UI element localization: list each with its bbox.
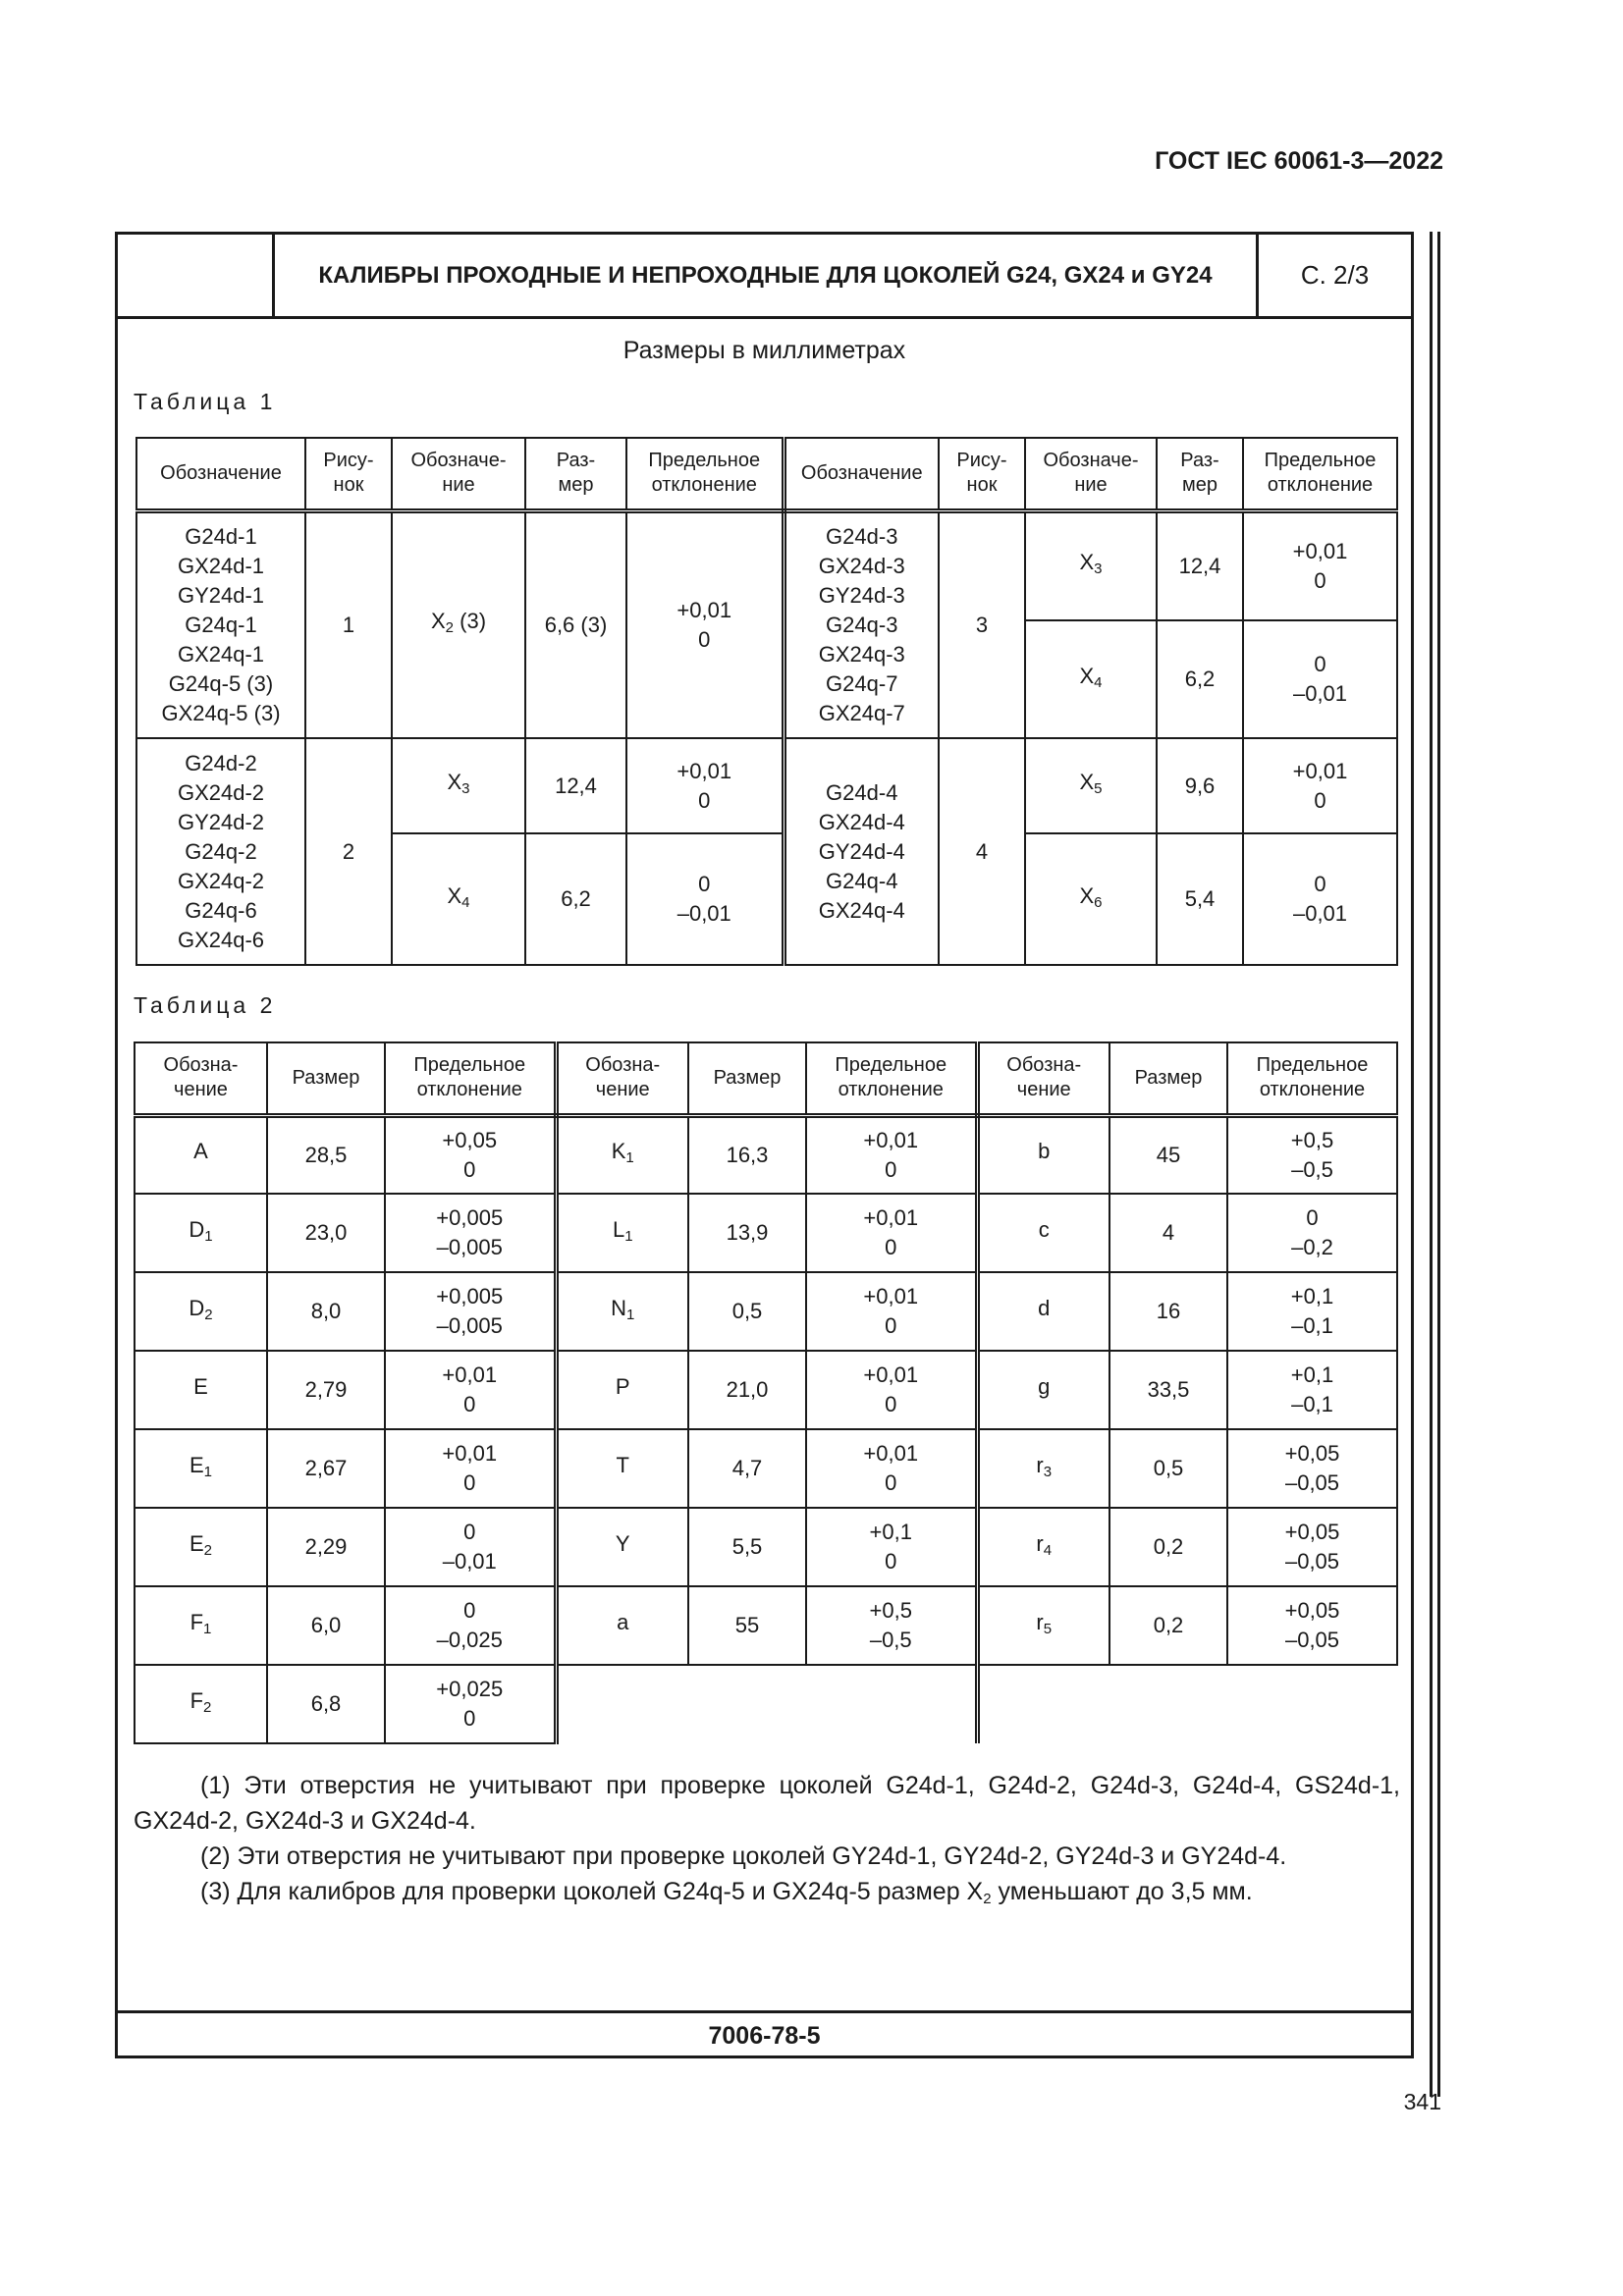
table-row	[135, 1272, 1397, 1351]
t2-header-tolerance: Предельное отклонение	[385, 1042, 556, 1115]
t2-symbol-cell: $F_1$	[135, 1586, 267, 1665]
t2-size-cell: 4,7	[688, 1429, 806, 1508]
t2-tolerance-cell: +0,1 0	[806, 1508, 977, 1586]
notes	[134, 1768, 1400, 1917]
t2-tolerance-cell: +0,01 0	[806, 1351, 977, 1429]
t2-symbol-cell: $E_1$	[135, 1429, 267, 1508]
t2-tolerance-cell: 0 –0,2	[1227, 1194, 1397, 1272]
t2-size-cell: 23,0	[267, 1194, 385, 1272]
t1-header-figure-2: Рису- нок	[939, 438, 1025, 510]
t1-header-designation-2: Обозначение	[784, 438, 939, 510]
units-note: Размеры в миллиметрах	[622, 337, 906, 364]
t2-symbol-cell: d	[977, 1272, 1109, 1351]
t2-size-cell: 5,5	[688, 1508, 806, 1586]
t2-size-cell: 4	[1109, 1194, 1227, 1272]
t2-symbol-cell: $N_1$	[556, 1272, 688, 1351]
t1-header-size-2: Раз- мер	[1157, 438, 1243, 510]
t1-symbol-cell: $X_3$	[392, 738, 525, 833]
t1-designations-g1: G24d-1 GX24d-1 GY24d-1 G24q-1 GX24q-1 G24q-5 (3) GX24q-5 (3)	[136, 510, 305, 738]
t2-symbol-cell: $D_1$	[135, 1194, 267, 1272]
t2-size-cell: 33,5	[1109, 1351, 1227, 1429]
t2-tolerance-cell: +0,5 –0,5	[1227, 1115, 1397, 1194]
t1-header-tolerance: Предельное отклонение	[626, 438, 784, 510]
t2-size-cell: 8,0	[267, 1272, 385, 1351]
t1-designations-g3: G24d-2 GX24d-2 GY24d-2 G24q-2 GX24q-2 G24q-6 GX24q-6	[136, 738, 305, 965]
t2-size-cell: 16,3	[688, 1115, 806, 1194]
drawing-number: 7006-78-5	[118, 2010, 1411, 2058]
sheet-title: КАЛИБРЫ ПРОХОДНЫЕ И НЕПРОХОДНЫЕ ДЛЯ ЦОКОЛЕЙ G24, GX24 и GY24	[275, 235, 1259, 316]
t2-symbol-cell: c	[977, 1194, 1109, 1272]
t2-symbol-cell: $L_1$	[556, 1194, 688, 1272]
t2-size-cell: 55	[688, 1586, 806, 1665]
t1-symbol-cell: $X_4$	[1025, 620, 1157, 738]
t1-symbol-cell: $X_2$ (3)	[392, 510, 525, 738]
t2-symbol-cell: $K_1$	[556, 1115, 688, 1194]
t2-size-cell: 28,5	[267, 1115, 385, 1194]
t1-tolerance-cell: 0 –0,01	[626, 833, 784, 965]
t1-tolerance-cell: +0,01 0	[1243, 510, 1397, 620]
t2-header-size-3: Размер	[1109, 1042, 1227, 1115]
t1-figure-g4: 4	[939, 738, 1025, 965]
table2	[134, 1041, 1398, 1744]
t2-tolerance-cell: +0,1 –0,1	[1227, 1351, 1397, 1429]
t2-symbol-cell: Y	[556, 1508, 688, 1586]
t2-tolerance-cell: +0,05 –0,05	[1227, 1586, 1397, 1665]
t2-symbol-cell: a	[556, 1586, 688, 1665]
t1-size-cell: 5,4	[1157, 833, 1243, 965]
t2-tolerance-cell: +0,5 –0,5	[806, 1586, 977, 1665]
t1-symbol-cell: $X_3$	[1025, 510, 1157, 620]
t2-symbol-cell: E	[135, 1351, 267, 1429]
t2-size-cell: 0,2	[1109, 1586, 1227, 1665]
t2-size-cell: 6,8	[267, 1665, 385, 1743]
t2-tolerance-cell: +0,01 0	[806, 1272, 977, 1351]
t1-size-cell: 6,2	[525, 833, 626, 965]
t2-tolerance-cell: +0,1 –0,1	[1227, 1272, 1397, 1351]
t2-symbol-cell: T	[556, 1429, 688, 1508]
t2-symbol-cell: A	[135, 1115, 267, 1194]
t2-tolerance-cell: 0 –0,01	[385, 1508, 556, 1586]
t1-designations-g2: G24d-3 GX24d-3 GY24d-3 G24q-3 GX24q-3 G24q-7 GX24q-7	[784, 510, 939, 738]
t2-header-symbol-3: Обозна- чение	[977, 1042, 1109, 1115]
t2-header-symbol: Обозна- чение	[135, 1042, 267, 1115]
t2-size-cell: 0,5	[688, 1272, 806, 1351]
t2-tolerance-cell: +0,005 –0,005	[385, 1272, 556, 1351]
t2-header-size-2: Размер	[688, 1042, 806, 1115]
t1-tolerance-cell: +0,01 0	[626, 738, 784, 833]
table-row	[135, 1194, 1397, 1272]
t2-size-cell: 2,29	[267, 1508, 385, 1586]
table1	[135, 437, 1398, 966]
table-row	[135, 1115, 1397, 1194]
t2-symbol-cell: b	[977, 1115, 1109, 1194]
note-3: (3) Для калибров для проверки цоколей G24q-5 и GX24q-5 размер $X_2$ уменьшают до 3,5 мм.	[200, 1878, 1253, 1907]
page-number: 341	[1403, 2089, 1441, 2114]
table-row	[135, 1665, 1397, 1743]
t1-header-symbol-2: Обозначе- ние	[1025, 438, 1157, 510]
table-row	[135, 1508, 1397, 1586]
t2-symbol-cell: g	[977, 1351, 1109, 1429]
t1-symbol-cell: $X_4$	[392, 833, 525, 965]
t1-size-cell: 12,4	[525, 738, 626, 833]
t1-size-cell: 6,6 (3)	[525, 510, 626, 738]
t2-header-size: Размер	[267, 1042, 385, 1115]
t2-size-cell: 13,9	[688, 1194, 806, 1272]
t1-symbol-cell: $X_6$	[1025, 833, 1157, 965]
t2-tolerance-cell: +0,025 0	[385, 1665, 556, 1743]
table2-caption: Таблица 2	[134, 992, 277, 1018]
t1-figure-g1: 1	[305, 510, 392, 738]
t2-size-cell: 0,5	[1109, 1429, 1227, 1508]
table-row	[135, 1429, 1397, 1508]
t1-size-cell: 6,2	[1157, 620, 1243, 738]
title-block-empty-cell	[118, 235, 275, 316]
t2-symbol-cell: $r_3$	[977, 1429, 1109, 1508]
t1-tolerance-cell: +0,01 0	[1243, 738, 1397, 833]
t2-symbol-cell: $r_4$	[977, 1508, 1109, 1586]
t2-size-cell: 2,79	[267, 1351, 385, 1429]
note-2: (2) Эти отверстия не учитывают при проверке цоколей GY24d-1, GY24d-2, GY24d-3 и GY24d-4.	[200, 1842, 1287, 1870]
t1-header-figure: Рису- нок	[305, 438, 392, 510]
t2-tolerance-cell: +0,01 0	[806, 1429, 977, 1508]
table1-header-row	[136, 438, 1397, 510]
title-block	[118, 235, 1411, 319]
t2-symbol-cell: $r_5$	[977, 1586, 1109, 1665]
t2-empty-cell	[977, 1665, 1397, 1743]
t2-symbol-cell: $E_2$	[135, 1508, 267, 1586]
t2-size-cell: 16	[1109, 1272, 1227, 1351]
table1-caption: Таблица 1	[134, 389, 277, 414]
t1-figure-g2: 3	[939, 510, 1025, 738]
t1-symbol-cell: $X_5$	[1025, 738, 1157, 833]
t2-header-tolerance-3: Предельное отклонение	[1227, 1042, 1397, 1115]
t2-header-symbol-2: Обозна- чение	[556, 1042, 688, 1115]
note-1: (1) Эти отверстия не учитывают при проверке цоколей G24d-1, G24d-2, G24d-3, G24d-4, GS24d-1, GX24d-2, GX24d-3 и GX24d-4.	[134, 1772, 1400, 1835]
t1-header-symbol: Обозначе- ние	[392, 438, 525, 510]
t1-header-tolerance-2: Предельное отклонение	[1243, 438, 1397, 510]
t2-size-cell: 0,2	[1109, 1508, 1227, 1586]
t2-tolerance-cell: +0,01 0	[385, 1429, 556, 1508]
frame-rule-outer-2	[1437, 232, 1440, 2097]
sheet-number: С. 2/3	[1300, 260, 1370, 290]
t2-tolerance-cell: +0,01 0	[385, 1351, 556, 1429]
document-header: ГОСТ IEC 60061-3—2022	[1155, 147, 1443, 175]
t1-figure-g3: 2	[305, 738, 392, 965]
t1-tolerance-cell: 0 –0,01	[1243, 833, 1397, 965]
t2-empty-cell	[556, 1665, 977, 1743]
t2-tolerance-cell: 0 –0,025	[385, 1586, 556, 1665]
t2-tolerance-cell: +0,01 0	[806, 1194, 977, 1272]
t2-size-cell: 21,0	[688, 1351, 806, 1429]
t2-symbol-cell: $F_2$	[135, 1665, 267, 1743]
table2-header-row	[135, 1042, 1397, 1115]
table-row	[136, 738, 1397, 833]
t2-size-cell: 6,0	[267, 1586, 385, 1665]
t2-size-cell: 45	[1109, 1115, 1227, 1194]
t1-designations-g4: G24d-4 GX24d-4 GY24d-4 G24q-4 GX24q-4	[784, 738, 939, 965]
t1-size-cell: 9,6	[1157, 738, 1243, 833]
table-row	[136, 510, 1397, 620]
table2-body	[135, 1115, 1397, 1743]
t2-tolerance-cell: +0,01 0	[806, 1115, 977, 1194]
t2-tolerance-cell: +0,05 –0,05	[1227, 1508, 1397, 1586]
t2-tolerance-cell: +0,05 0	[385, 1115, 556, 1194]
t1-header-designation: Обозначение	[136, 438, 305, 510]
table-row	[135, 1586, 1397, 1665]
t2-tolerance-cell: +0,05 –0,05	[1227, 1429, 1397, 1508]
t2-size-cell: 2,67	[267, 1429, 385, 1508]
drawing-frame	[115, 232, 1414, 2058]
table-row	[135, 1351, 1397, 1429]
frame-rule-outer	[1430, 232, 1433, 2097]
t1-tolerance-cell: 0 –0,01	[1243, 620, 1397, 738]
t1-size-cell: 12,4	[1157, 510, 1243, 620]
t1-tolerance-cell: +0,01 0	[626, 510, 784, 738]
t2-symbol-cell: $D_2$	[135, 1272, 267, 1351]
t2-tolerance-cell: +0,005 –0,005	[385, 1194, 556, 1272]
t2-symbol-cell: P	[556, 1351, 688, 1429]
t2-header-tolerance-2: Предельное отклонение	[806, 1042, 977, 1115]
t1-header-size: Раз- мер	[525, 438, 626, 510]
